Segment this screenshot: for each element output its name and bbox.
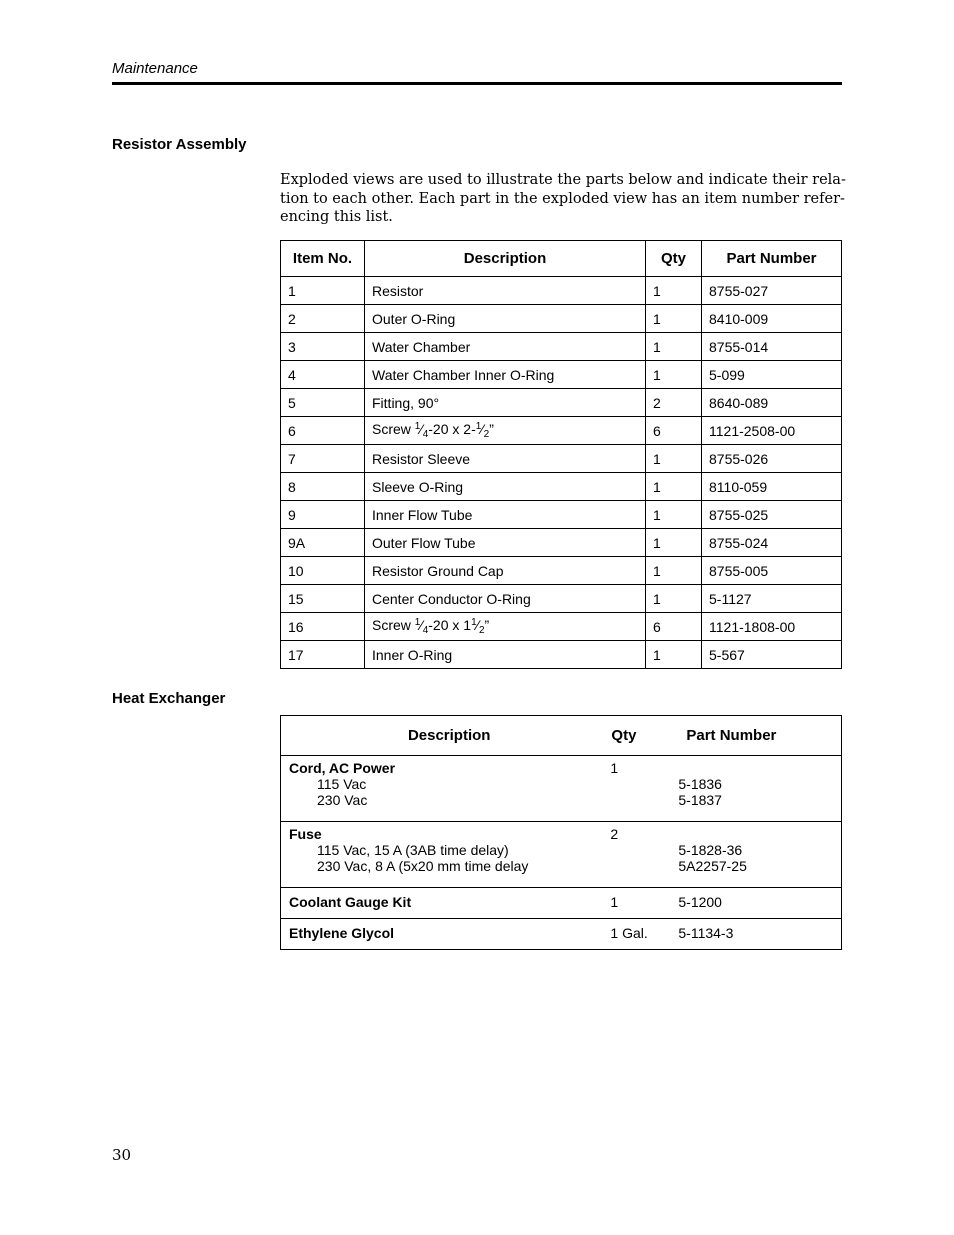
item-number-cell: 8: [281, 473, 365, 501]
column-header-qty: Qty: [646, 241, 702, 277]
qty-value: 1: [610, 760, 619, 776]
item-number-cell: 6: [281, 417, 365, 445]
running-header: Maintenance: [112, 60, 198, 77]
inch-mark: ”: [484, 617, 490, 633]
sub-item-part-number: 5-1837: [678, 792, 722, 808]
part-number-cell: 8755-027: [702, 277, 842, 305]
part-number-cell: 8755-014: [702, 333, 842, 361]
qty-cell: 1: [646, 333, 702, 361]
table-row: [281, 613, 842, 641]
section-heading-resistor-assembly: Resistor Assembly: [112, 136, 247, 153]
part-number: 5-1134-3: [678, 925, 734, 941]
fraction-denominator: 2: [483, 429, 490, 440]
qty-cell: 1: [646, 641, 702, 669]
part-number-cell: 8755-026: [702, 445, 842, 473]
part-number-cell: 8755-025: [702, 501, 842, 529]
inch-mark: ”: [489, 421, 494, 437]
qty-cell: 1: [646, 473, 702, 501]
part-number: [678, 760, 841, 776]
description-cell: Inner Flow Tube: [365, 501, 646, 529]
part-number-cell: 8410-009: [702, 305, 842, 333]
column-header-qty: Qty: [610, 716, 677, 756]
item-name: Coolant Gauge Kit: [289, 894, 412, 910]
table-row: [281, 919, 842, 950]
resistor-parts-body: [281, 277, 842, 669]
table-row: [281, 277, 842, 305]
table-row: [281, 501, 842, 529]
description-cell: [281, 756, 611, 822]
table-row: [281, 305, 842, 333]
item-number-cell: 16: [281, 613, 365, 641]
fraction-denominator: 2: [478, 625, 485, 636]
description-cell: Resistor Sleeve: [365, 445, 646, 473]
part-number: [678, 826, 841, 842]
description-text: Screw: [372, 421, 415, 437]
item-number-cell: 5: [281, 389, 365, 417]
item-number-cell: 3: [281, 333, 365, 361]
description-cell: [281, 919, 611, 950]
description-text: Screw: [372, 617, 415, 633]
table-row: [281, 361, 842, 389]
table-row: [281, 822, 842, 888]
sub-item-label: 115 Vac, 15 A (3AB time delay): [317, 842, 509, 858]
heat-exchanger-parts-body: [281, 756, 842, 950]
description-cell: Water Chamber: [365, 333, 646, 361]
resistor-parts-table: [280, 240, 842, 669]
item-name: Ethylene Glycol: [289, 925, 395, 941]
header-rule: [112, 82, 842, 85]
table-header-row: [281, 716, 842, 756]
fraction-numerator: 1: [414, 421, 421, 432]
item-number-cell: 15: [281, 585, 365, 613]
qty-cell: 1: [646, 305, 702, 333]
qty-cell: 1: [646, 445, 702, 473]
qty-cell: 1: [646, 361, 702, 389]
qty-value: 2: [610, 826, 619, 842]
part-number-cell: 8755-024: [702, 529, 842, 557]
fraction-denominator: 4: [422, 429, 429, 440]
description-cell: Sleeve O-Ring: [365, 473, 646, 501]
part-number-cell: 5-1127: [702, 585, 842, 613]
qty-cell: 1: [646, 277, 702, 305]
item-number-cell: 4: [281, 361, 365, 389]
intro-paragraph: [280, 171, 846, 227]
part-number-cell: 5-567: [702, 641, 842, 669]
intro-line: Exploded views are used to illustrate the parts below and indicate their rela-: [280, 172, 846, 188]
part-number: 5-1200: [678, 894, 722, 910]
qty-cell: [610, 822, 677, 888]
column-header-part-number: Part Number: [677, 716, 841, 756]
fraction: $^1⁄_4$: [414, 421, 429, 440]
description-cell: Fitting, 90°: [365, 389, 646, 417]
table-row: [281, 888, 842, 919]
sub-item-label: 230 Vac: [317, 792, 368, 808]
item-name: Fuse: [289, 826, 322, 842]
part-number-cell: [677, 756, 841, 822]
table-row: [281, 756, 842, 822]
fraction: $^1⁄_2$: [471, 617, 485, 636]
description-cell: [365, 613, 646, 641]
item-number-cell: 9: [281, 501, 365, 529]
description-cell: [281, 822, 611, 888]
page-number: 30: [112, 1146, 132, 1164]
qty-cell: 2: [646, 389, 702, 417]
table-row: [281, 529, 842, 557]
qty-cell: 1: [646, 557, 702, 585]
sub-item-label: 230 Vac, 8 A (5x20 mm time delay: [317, 858, 529, 874]
table-row: [281, 389, 842, 417]
qty-cell: [610, 888, 677, 919]
sub-item-label: 115 Vac: [317, 776, 367, 792]
item-number-cell: 1: [281, 277, 365, 305]
table-row: [281, 585, 842, 613]
fraction-numerator: 1: [475, 421, 482, 432]
description-cell: Center Conductor O-Ring: [365, 585, 646, 613]
qty-cell: [610, 919, 677, 950]
column-header-part-number: Part Number: [702, 241, 842, 277]
fraction: $^1⁄_2$: [475, 421, 490, 440]
item-number-cell: 17: [281, 641, 365, 669]
description-cell: Water Chamber Inner O-Ring: [365, 361, 646, 389]
qty-cell: 6: [646, 613, 702, 641]
fraction-denominator: 4: [422, 625, 429, 636]
description-cell: [281, 888, 611, 919]
intro-line: tion to each other. Each part in the exploded view has an item number refer-: [280, 190, 845, 207]
column-header-item-no: Item No.: [281, 241, 365, 277]
qty-value: 1: [610, 894, 619, 910]
item-number-cell: 7: [281, 445, 365, 473]
part-number-cell: [677, 888, 841, 919]
qty-cell: 1: [646, 585, 702, 613]
qty-cell: 1: [646, 529, 702, 557]
description-cell: Outer Flow Tube: [365, 529, 646, 557]
part-number-cell: 8640-089: [702, 389, 842, 417]
table-row: [281, 557, 842, 585]
table-row: [281, 445, 842, 473]
qty-value: 1 Gal.: [610, 925, 648, 941]
part-number-cell: 8755-005: [702, 557, 842, 585]
description-cell: Resistor Ground Cap: [365, 557, 646, 585]
column-header-description: Description: [365, 241, 646, 277]
description-cell: Resistor: [365, 277, 646, 305]
part-number-cell: [677, 919, 841, 950]
section-heading-heat-exchanger: Heat Exchanger: [112, 690, 226, 707]
description-text: -20 x 1: [428, 617, 472, 633]
heat-exchanger-parts-table: [280, 715, 842, 950]
part-number-cell: 8110-059: [702, 473, 842, 501]
table-header-row: [281, 241, 842, 277]
item-number-cell: 2: [281, 305, 365, 333]
table-row: [281, 417, 842, 445]
part-number-cell: 5-099: [702, 361, 842, 389]
fraction-numerator: 1: [471, 617, 477, 628]
qty-cell: 6: [646, 417, 702, 445]
sub-item-part-number: 5-1836: [678, 776, 722, 792]
description-cell: Outer O-Ring: [365, 305, 646, 333]
table-row: [281, 473, 842, 501]
description-cell: [365, 417, 646, 445]
part-number-cell: [677, 822, 841, 888]
sub-item-part-number: 5A2257-25: [678, 858, 747, 874]
intro-line: encing this list.: [280, 209, 393, 225]
qty-cell: [610, 756, 677, 822]
qty-cell: 1: [646, 501, 702, 529]
description-cell: Inner O-Ring: [365, 641, 646, 669]
item-number-cell: 10: [281, 557, 365, 585]
part-number-cell: 1121-1808-00: [702, 613, 842, 641]
description-text: -20 x 2-: [428, 421, 476, 437]
table-row: [281, 641, 842, 669]
fraction-numerator: 1: [414, 617, 421, 628]
part-number-cell: 1121-2508-00: [702, 417, 842, 445]
sub-item-part-number: 5-1828-36: [678, 842, 743, 858]
item-name: Cord, AC Power: [289, 760, 396, 776]
table-row: [281, 333, 842, 361]
column-header-description: Description: [281, 716, 611, 756]
fraction: $^1⁄_4$: [414, 617, 429, 636]
item-number-cell: 9A: [281, 529, 365, 557]
